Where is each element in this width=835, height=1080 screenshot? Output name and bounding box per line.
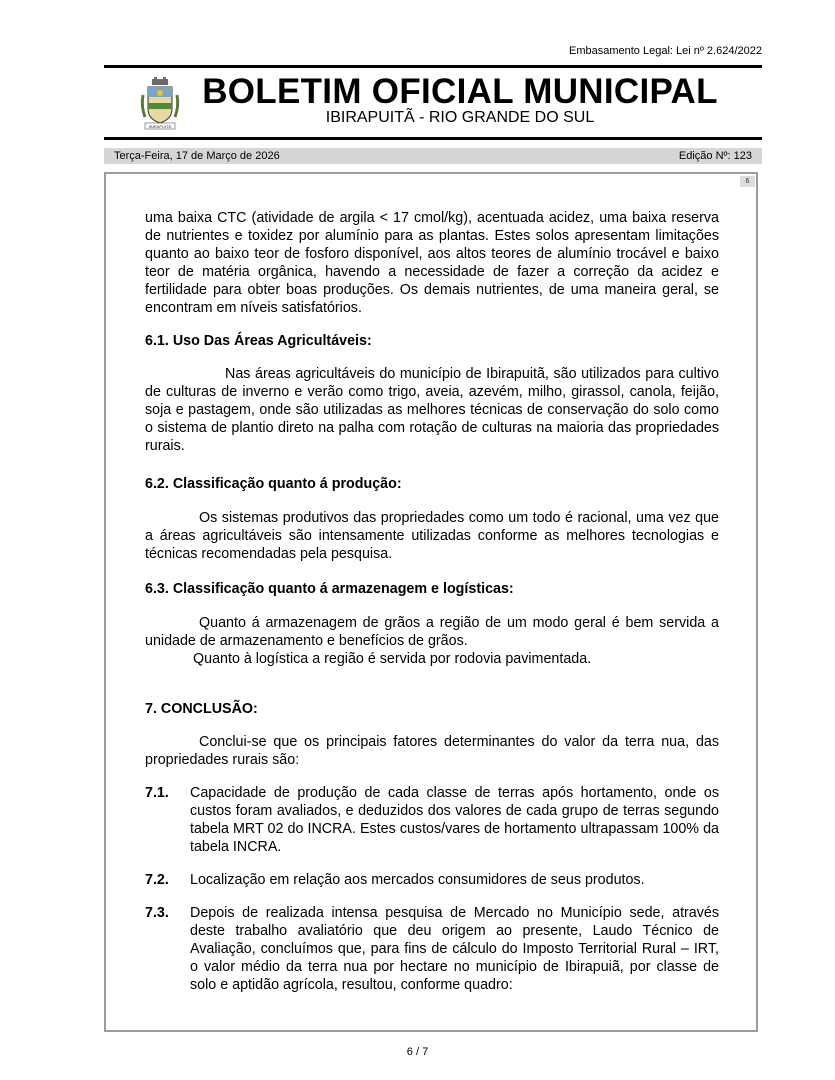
header-top-rule — [104, 65, 762, 68]
section-6-2-text: Os sistemas produtivos das propriedades como um todo é racional, uma vez que a áreas agricultáveis são intensamente utilizadas conforme as melhores tecnologias e técnicas recomendadas pela pesquisa. — [145, 510, 719, 562]
item-text: Capacidade de produção de cada classe de terras após hortamento, onde os custos foram avaliados, e deduzidos dos valores de cada grupo de terras segundo tabela MRT 02 do INCRA. Estes custos/vares de hortamento ultrapassam 100% da tabela INCRA. — [190, 785, 719, 855]
header-bottom-rule — [104, 137, 762, 140]
section-6-3-heading: 6.3. Classificação quanto á armazenagem e logísticas: — [145, 581, 514, 597]
bulletin-title: BOLETIM OFICIAL MUNICIPAL — [202, 72, 718, 111]
section-6-1-heading: 6.1. Uso Das Áreas Agricultáveis: — [145, 333, 372, 349]
section-6-3-logistics: Quanto à logística a região é servida por rodovia pavimentada. — [193, 651, 592, 667]
page-counter: 6 / 7 — [406, 1046, 429, 1058]
section-7-text: Conclui-se que os principais fatores determinantes do valor da terra nua, das propriedades rurais são: — [145, 734, 719, 768]
item-number: 7.3. — [145, 905, 169, 921]
issue-date: Terça-Feira, 17 de Março de 2026 — [114, 150, 280, 162]
page-number-box: 6 — [740, 176, 755, 187]
page-content — [145, 209, 719, 994]
item-number: 7.1. — [145, 785, 169, 801]
list-item — [145, 784, 719, 856]
item-text: Depois de realizada intensa pesquisa de Mercado no Município sede, através deste trabalho avaliatório que deu origem ao presente, Laudo Técnico de Avaliação, concluímos que, para fins de cálculo do Imposto Territorial Rural – IRT, o valor médio da terra nua por hectare no município de Ibirapuiã, por classe de solo e aptidão agrícola, resultou, conforme quadro: — [190, 905, 719, 993]
list-item — [145, 871, 719, 889]
svg-text:IBIRAPUITÃ: IBIRAPUITÃ — [148, 124, 172, 129]
intro-paragraph: uma baixa CTC (atividade de argila < 17 cmol/kg), acentuada acidez, uma baixa reserva de nutrientes e toxidez por alumínio para as plantas. Estes solos apresentam limitações quanto ao baixo teor de fosforo disponível, aos altos teores de alumínio trocável e baixo teor de matéria orgânica, havendo a necessidade de fazer a correção da acidez e fertilidade para obter boas produções. Os demais nutrientes, de uma maneira geral, se encontram em níveis satisfatórios. — [145, 210, 719, 316]
item-text: Localização em relação aos mercados consumidores de seus produtos. — [190, 872, 645, 888]
legal-basis: Embasamento Legal: Lei nº 2.624/2022 — [569, 45, 762, 57]
date-bar — [104, 148, 762, 164]
section-6-1-text: Nas áreas agricultáveis do município de Ibirapuitã, são utilizados para cultivo de culturas de inverno e verão como trigo, aveia, azevém, milho, girassol, canola, feijão, soja e pastagem, onde são utilizadas as melhores técnicas de conservação do solo como o sistema de plantio direto na palha com rotação de culturas na maioria das propriedades rurais. — [145, 366, 719, 454]
bulletin-subtitle: IBIRAPUITÃ - RIO GRANDE DO SUL — [325, 109, 595, 126]
section-6-3-text: Quanto á armazenagem de grãos a região de um modo geral é bem servida a unidade de armazenamento e benefícios de grãos. — [145, 615, 719, 649]
item-number: 7.2. — [145, 872, 169, 888]
edition-number: Edição Nº: 123 — [678, 150, 752, 162]
municipal-seal-icon — [137, 77, 183, 131]
section-6-2-heading: 6.2. Classificação quanto á produção: — [145, 476, 402, 492]
section-7-heading: 7. CONCLUSÃO: — [145, 701, 258, 717]
list-item — [145, 904, 719, 994]
